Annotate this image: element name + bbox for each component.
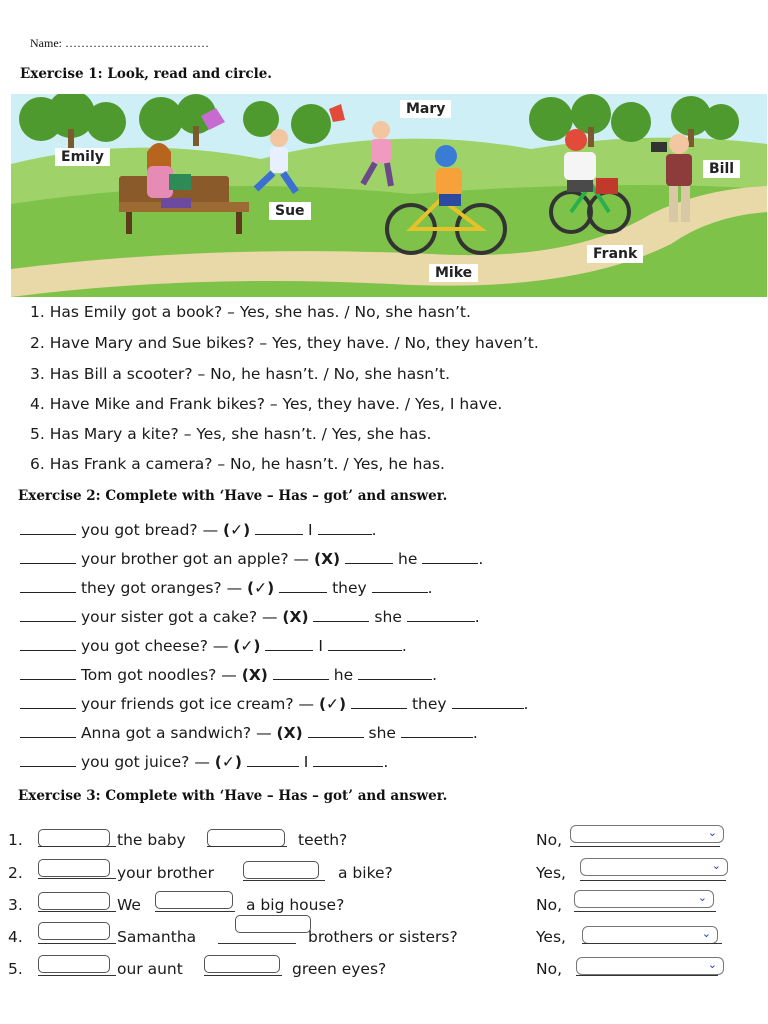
ex3-answer-dropdown[interactable] <box>574 890 714 908</box>
pronoun: she <box>368 724 396 742</box>
chevron-down-icon: ⌄ <box>701 927 711 940</box>
ex3-answer-prefix: Yes, <box>536 864 566 882</box>
ex2-row: you got bread? — (✓) I . <box>20 521 377 539</box>
ex3-answer-prefix: No, <box>536 960 563 978</box>
exercise-1-title: Exercise 1: Look, read and circle. <box>20 66 272 82</box>
ex3-input-box[interactable] <box>38 859 110 877</box>
underline <box>38 846 116 847</box>
answer-blank[interactable] <box>247 754 299 767</box>
ex2-row: you got juice? — (✓) I . <box>20 753 388 771</box>
underline <box>580 880 726 881</box>
cross-mark: (X) <box>314 550 341 568</box>
ex3-number: 2. <box>8 864 23 882</box>
answer-blank[interactable] <box>20 754 76 767</box>
ex2-row: your brother got an apple? — (X) he . <box>20 550 483 568</box>
answer-blank[interactable] <box>20 667 76 680</box>
underline <box>207 846 287 847</box>
chevron-down-icon: ⌄ <box>711 859 721 872</box>
underline <box>204 975 282 976</box>
answer-blank[interactable] <box>328 638 402 651</box>
answer-blank[interactable] <box>265 638 313 651</box>
ex3-number: 4. <box>8 928 23 946</box>
ex3-text: a bike? <box>338 864 393 882</box>
ex2-row: Tom got noodles? — (X) he . <box>20 666 437 684</box>
underline <box>570 846 720 847</box>
ex3-text: green eyes? <box>292 960 387 978</box>
answer-blank[interactable] <box>255 522 303 535</box>
pronoun: they <box>332 579 367 597</box>
tick-mark: (✓) <box>223 521 251 539</box>
ex3-text: teeth? <box>298 831 348 849</box>
chevron-down-icon: ⌄ <box>707 826 717 839</box>
answer-blank[interactable] <box>20 551 76 564</box>
ex3-input-box[interactable] <box>38 922 110 940</box>
ex3-text: brothers or sisters? <box>308 928 458 946</box>
label-mary: Mary <box>400 100 451 118</box>
cross-mark: (X) <box>276 724 303 742</box>
pronoun: she <box>374 608 402 626</box>
pronoun: they <box>411 695 447 713</box>
answer-blank[interactable] <box>345 551 393 564</box>
ex1-question-5: 5. Has Mary a kite? – Yes, she hasn’t. / Yes, she has. <box>30 425 432 443</box>
answer-blank[interactable] <box>20 609 76 622</box>
label-bill: Bill <box>703 160 740 178</box>
pronoun: he <box>398 550 418 568</box>
answer-blank[interactable] <box>313 609 369 622</box>
answer-blank[interactable] <box>20 696 76 709</box>
ex1-question-2: 2. Have Mary and Sue bikes? – Yes, they have. / No, they haven’t. <box>30 334 539 352</box>
answer-blank[interactable] <box>313 754 383 767</box>
answer-blank[interactable] <box>308 725 364 738</box>
underline <box>576 975 718 976</box>
underline <box>243 880 325 881</box>
exercise-3-title: Exercise 3: Complete with ‘Have – Has – got’ and answer. <box>18 788 448 804</box>
ex3-answer-dropdown[interactable] <box>570 825 724 843</box>
tick-mark: (✓) <box>233 637 261 655</box>
ex1-question-1: 1. Has Emily got a book? – Yes, she has. / No, she hasn’t. <box>30 303 471 321</box>
answer-blank[interactable] <box>351 696 407 709</box>
tick-mark: (✓) <box>247 579 275 597</box>
cross-mark: (X) <box>241 666 268 684</box>
ex3-answer-dropdown[interactable] <box>580 858 728 876</box>
pronoun: he <box>333 666 354 684</box>
answer-blank[interactable] <box>20 522 76 535</box>
underline <box>155 911 235 912</box>
ex3-text: the baby <box>117 831 186 849</box>
tick-mark: (✓) <box>214 753 242 771</box>
park-scene-illustration <box>11 94 767 297</box>
ex3-input-box[interactable] <box>235 915 311 933</box>
exercise-2-title: Exercise 2: Complete with ‘Have – Has – got’ and answer. <box>18 488 448 504</box>
answer-blank[interactable] <box>20 638 76 651</box>
label-frank: Frank <box>587 245 643 263</box>
park-scene-image <box>11 94 767 297</box>
ex2-row: your friends got ice cream? — (✓) they . <box>20 695 528 713</box>
ex3-text: Samantha <box>117 928 197 946</box>
underline <box>38 975 116 976</box>
ex3-input-box[interactable] <box>38 955 110 973</box>
chevron-down-icon: ⌄ <box>697 891 707 904</box>
underline <box>574 911 716 912</box>
ex2-row: you got cheese? — (✓) I . <box>20 637 407 655</box>
pronoun: I <box>303 753 309 771</box>
ex3-number: 5. <box>8 960 23 978</box>
ex3-input-box[interactable] <box>243 861 319 879</box>
ex3-answer-prefix: Yes, <box>536 928 566 946</box>
ex1-question-6: 6. Has Frank a camera? – No, he hasn’t. / Yes, he has. <box>30 455 445 473</box>
ex2-question: your sister got a cake? — <box>80 608 278 626</box>
label-sue: Sue <box>269 202 311 220</box>
ex3-input-box[interactable] <box>38 892 110 910</box>
ex2-question: you got juice? — <box>80 753 210 771</box>
ex3-text: We <box>117 896 141 914</box>
ex2-question: Tom got noodles? — <box>80 666 237 684</box>
answer-blank[interactable] <box>452 696 524 709</box>
answer-blank[interactable] <box>401 725 473 738</box>
ex3-input-box[interactable] <box>207 829 285 847</box>
ex3-answer-prefix: No, <box>536 831 563 849</box>
answer-blank[interactable] <box>273 667 329 680</box>
pronoun: I <box>308 521 313 539</box>
ex3-input-box[interactable] <box>155 891 233 909</box>
ex3-answer-dropdown[interactable] <box>582 926 718 944</box>
ex3-text: a big house? <box>246 896 345 914</box>
ex2-question: they got oranges? — <box>80 579 243 597</box>
ex3-text: your brother <box>117 864 214 882</box>
ex3-text: our aunt <box>117 960 183 978</box>
pronoun: I <box>318 637 323 655</box>
ex2-row: Anna got a sandwich? — (X) she . <box>20 724 478 742</box>
label-emily: Emily <box>55 148 110 166</box>
ex3-number: 1. <box>8 831 23 849</box>
underline <box>38 943 116 944</box>
answer-blank[interactable] <box>318 522 372 535</box>
ex2-question: your brother got an apple? — <box>80 550 310 568</box>
ex3-input-box[interactable] <box>38 829 110 847</box>
tick-mark: (✓) <box>318 695 347 713</box>
cross-mark: (X) <box>282 608 309 626</box>
ex3-number: 3. <box>8 896 23 914</box>
underline <box>582 943 722 944</box>
ex2-row: they got oranges? — (✓) they . <box>20 579 433 597</box>
answer-blank[interactable] <box>20 580 76 593</box>
answer-blank[interactable] <box>422 551 478 564</box>
ex1-question-4: 4. Have Mike and Frank bikes? – Yes, they have. / Yes, I have. <box>30 395 503 413</box>
answer-blank[interactable] <box>372 580 428 593</box>
label-mike: Mike <box>429 264 478 282</box>
underline <box>38 911 116 912</box>
chevron-down-icon: ⌄ <box>707 958 717 971</box>
ex2-question: you got cheese? — <box>80 637 229 655</box>
ex3-answer-dropdown[interactable] <box>576 957 724 975</box>
answer-blank[interactable] <box>407 609 475 622</box>
ex2-question: you got bread? — <box>80 521 219 539</box>
ex1-question-3: 3. Has Bill a scooter? – No, he hasn’t. / No, she hasn’t. <box>30 365 451 383</box>
answer-blank[interactable] <box>279 580 327 593</box>
ex2-question: your friends got ice cream? — <box>80 695 315 713</box>
name-line: Name: ……………………………… <box>30 36 209 50</box>
answer-blank[interactable] <box>20 725 76 738</box>
ex3-input-box[interactable] <box>204 955 280 973</box>
underline <box>38 878 116 879</box>
answer-blank[interactable] <box>358 667 432 680</box>
underline <box>218 943 296 944</box>
ex2-row: your sister got a cake? — (X) she . <box>20 608 480 626</box>
ex2-question: Anna got a sandwich? — <box>80 724 272 742</box>
ex3-answer-prefix: No, <box>536 896 563 914</box>
